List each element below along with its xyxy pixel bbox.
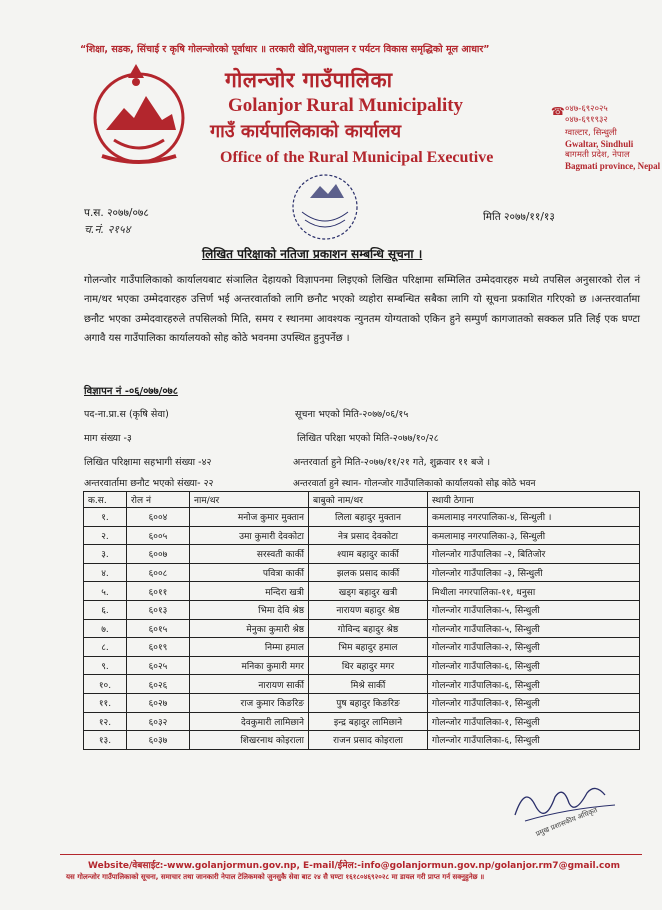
address-np-2: बागमती प्रदेश, नेपाल	[565, 150, 630, 160]
cell-serial: ७.	[84, 619, 127, 638]
reference-number: प.स. २०७७/०७८	[84, 207, 149, 219]
cell-serial: ५.	[84, 582, 127, 601]
table-row	[84, 563, 640, 582]
cell-address: कमलामाइ नगरपालिका-४, सिन्धुली ।	[428, 508, 640, 527]
contact-phones	[551, 104, 608, 126]
cell-serial: ११.	[84, 693, 127, 712]
cell-serial: १.	[84, 508, 127, 527]
table-row	[84, 656, 640, 675]
table-row	[84, 600, 640, 619]
cell-roll: ६००७	[127, 545, 190, 564]
office-name-en: Office of the Rural Municipal Executive	[220, 149, 494, 166]
phone-1: ०४७-६९२०२५	[565, 104, 608, 114]
cell-serial: ८.	[84, 638, 127, 657]
advert-number: विज्ञापन नं -०६/०७७/०७८	[84, 386, 178, 397]
footer-contact: Website/वेबसाईट:-www.golanjormun.gov.np, E-mail/ईमेल:-info@golanjormun.gov.np/golanjor.rm7@gmail.com	[88, 861, 620, 871]
table-row	[84, 731, 640, 750]
cell-roll: ६००८	[127, 563, 190, 582]
cell-name: सरस्वती कार्की	[190, 545, 309, 564]
phone-icon: ☎	[551, 105, 565, 118]
cell-roll: ६००५	[127, 526, 190, 545]
cell-father-name: भिम बहादुर हमाल	[309, 638, 428, 657]
dispatch-number: च.नं. २१५४	[84, 223, 131, 236]
cell-address: गोलन्जोर गाउँपालिका -३, सिन्धुली	[428, 563, 640, 582]
cell-name: मेनुका कुमारी श्रेष्ठ	[190, 619, 309, 638]
cell-roll: ६०११	[127, 582, 190, 601]
cell-roll: ६००४	[127, 508, 190, 527]
header-father-name: बाबुको नाम/थर	[309, 492, 428, 508]
office-name-np: गाउँ कार्यपालिकाको कार्यालय	[210, 121, 402, 142]
table-row	[84, 638, 640, 657]
cell-father-name: खड्ग बहादुर खत्री	[309, 582, 428, 601]
header-name: नाम/थर	[190, 492, 309, 508]
header-roll: रोल नं	[127, 492, 190, 508]
cell-address: गोलन्जोर गाउँपालिका-५, सिन्धुली	[428, 619, 640, 638]
cell-name: भिमा देवि श्रेष्ठ	[190, 600, 309, 619]
phone-2: ०४७-६९१९३२	[565, 115, 608, 125]
table-row	[84, 545, 640, 564]
cell-name: उमा कुमारी देवकोटा	[190, 526, 309, 545]
cell-address: गोलन्जोर गाउँपालिका-५, सिन्धुली	[428, 600, 640, 619]
footer-telecom-note: यस गोलन्जोर गाउँपालिकाको सूचना, समाचार तथा जानकारी नेपाल टेलिकमको जुनसुकै सेवा बाट २४ सै घण्टा १६१८०४६९२०२८ मा डायल गरी प्राप्त गर्न सक्नुहुनेछ ॥	[66, 873, 485, 881]
cell-serial: ६.	[84, 600, 127, 619]
header-address: स्थायी ठेगाना	[428, 492, 640, 508]
cell-name: नारायण सार्की	[190, 675, 309, 694]
cell-father-name: लिला बहादुर मुक्तान	[309, 508, 428, 527]
municipality-motto: “शिक्षा, सडक, सिंचाई र कृषि गोलन्जोरको पूर्वाधार ॥ तरकारी खेति,पशुपालन र पर्यटन विकास समृद्धिको मूल आधार”	[80, 44, 490, 55]
cell-roll: ६०३२	[127, 712, 190, 731]
cell-roll: ६०१९	[127, 638, 190, 657]
nepal-emblem-icon	[84, 60, 194, 166]
cell-name: पवित्रा कार्की	[190, 563, 309, 582]
table-row	[84, 526, 640, 545]
exam-date: लिखित परिक्षा भएको मिति-२०७७/१०/२८	[297, 433, 439, 444]
cell-address: गोलन्जोर गाउँपालिका-२, सिन्धुली	[428, 638, 640, 657]
cell-serial: ९.	[84, 656, 127, 675]
cell-serial: १३.	[84, 731, 127, 750]
office-address	[565, 128, 660, 172]
table-row	[84, 712, 640, 731]
cell-address: कमलामाइ नगरपालिका-३, सिन्धुली	[428, 526, 640, 545]
cell-address: मिथीला नगरपालिका-११, धनुसा	[428, 582, 640, 601]
table-row	[84, 582, 640, 601]
cell-serial: १२.	[84, 712, 127, 731]
letter-date: मिति २०७७/११/१३	[483, 211, 555, 223]
cell-name: मन्दिरा खत्री	[190, 582, 309, 601]
header-serial: क.स.	[84, 492, 127, 508]
cell-address: गोलन्जोर गाउँपालिका-१, सिन्धुली	[428, 693, 640, 712]
cell-serial: २.	[84, 526, 127, 545]
cell-father-name: झलक प्रसाद कार्की	[309, 563, 428, 582]
cell-address: गोलन्जोर गाउँपालिका-६, सिन्धुली	[428, 731, 640, 750]
cell-roll: ६०३७	[127, 731, 190, 750]
cell-roll: ६०२५	[127, 656, 190, 675]
cell-serial: ४.	[84, 563, 127, 582]
cell-name: शिखरनाथ कोइराला	[190, 731, 309, 750]
address-np-1: ग्वाल्टार, सिन्धुली	[565, 128, 617, 138]
notice-date: सूचना भएको मिति-२०७७/०६/१५	[295, 409, 409, 420]
cell-father-name: नेत्र प्रसाद देवकोटा	[309, 526, 428, 545]
cell-address: गोलन्जोर गाउँपालिका-६, सिन्धुली	[428, 656, 640, 675]
cell-roll: ६०२७	[127, 693, 190, 712]
cell-serial: ३.	[84, 545, 127, 564]
table-row	[84, 508, 640, 527]
footer-divider	[60, 854, 642, 855]
results-table	[83, 491, 640, 750]
shortlisted-count: अन्तरवार्तामा छनौट भएको संख्या- २२	[84, 478, 214, 489]
municipality-name-np: गोलन्जोर गाउँपालिका	[225, 68, 393, 92]
table-header-row	[84, 492, 640, 508]
cell-father-name: राजन प्रसाद कोइराला	[309, 731, 428, 750]
cell-name: मनिका कुमारी मगर	[190, 656, 309, 675]
interview-date: अन्तरवार्ता हुने मिति-२०७७/११/२१ गते, शुक्रवार ११ बजे ।	[293, 457, 491, 468]
cell-father-name: श्याम बहादुर कार्की	[309, 545, 428, 564]
address-en-1: Gwaltar, Sindhuli	[565, 139, 634, 149]
notice-title: लिखित परिक्षाको नतिजा प्रकाशन सम्बन्धि सूचना ।	[202, 247, 423, 261]
demand-count: माग संख्या -३	[84, 433, 132, 444]
cell-address: गोलन्जोर गाउँपालिका -२, बितिजोर	[428, 545, 640, 564]
cell-serial: १०.	[84, 675, 127, 694]
signatory-title: प्रमुख प्रशासकीय अधिकृत	[534, 806, 599, 839]
cell-address: गोलन्जोर गाउँपालिका-१, सिन्धुली	[428, 712, 640, 731]
cell-father-name: थिर बहादुर मगर	[309, 656, 428, 675]
cell-father-name: मिश्रे सार्की	[309, 675, 428, 694]
cell-roll: ६०१५	[127, 619, 190, 638]
municipality-name-en: Golanjor Rural Municipality	[228, 95, 464, 116]
cell-father-name: गोविन्द बहादुर श्रेष्ठ	[309, 619, 428, 638]
cell-name: मनोज कुमार मुक्तान	[190, 508, 309, 527]
cell-father-name: पुष बहादुर किङरिङ	[309, 693, 428, 712]
post-name: पद-ना.प्रा.स (कृषि सेवा)	[84, 409, 169, 420]
participant-count: लिखित परिक्षामा सहभागी संख्या -४२	[84, 457, 212, 468]
cell-father-name: नारायण बहादुर श्रेष्ठ	[309, 600, 428, 619]
cell-father-name: इन्द्र बहादुर लामिछाने	[309, 712, 428, 731]
cell-name: राज कुमार किङरिङ	[190, 693, 309, 712]
cell-name: निम्मा हमाल	[190, 638, 309, 657]
cell-name: देवकुमारी लामिछाने	[190, 712, 309, 731]
address-en-2: Bagmati province, Nepal	[565, 161, 661, 171]
cell-roll: ६०१३	[127, 600, 190, 619]
table-row	[84, 675, 640, 694]
office-seal-stamp	[280, 172, 370, 242]
cell-address: गोलन्जोर गाउँपालिका-६, सिन्धुली	[428, 675, 640, 694]
cell-roll: ६०२६	[127, 675, 190, 694]
table-row	[84, 693, 640, 712]
table-row	[84, 619, 640, 638]
interview-venue: अन्तरवार्ता हुने स्थान- गोलन्जोर गाउँपालिकाको कार्यालयको सोह्र कोठे भवन	[293, 479, 536, 489]
notice-paragraph: गोलन्जोर गाउँपालिकाको कार्यालयबाट संञालित देहायको विज्ञापनमा लिइएको लिखित परिक्षामा सम्मिलित उम्मेदवारहरु मध्ये तपसिल अनुसारको रोल नं नाम/थर भएका उम्मेदवारहरु उत्तिर्ण भई अन्तरवार्ताको लागि छनौट भएको व्यहोरा सम्बन्धित सबैका लागि यो सूचना प्रकाशित गरिएको छ ।अन्तरवार्तामा छनौट भएका उम्मेदवारहरुले तपसिलको मिति, समय र स्थानमा आवश्यक न्युनतम योग्यताको एकिन हुने सम्पुर्ण कागजातको सक्कल प्रति लिई एक घण्टा अगावै यस गाउँपालिका कार्यालयको सोह कोठे भवनमा उपस्थित हुनुपर्नेछ ।	[84, 275, 640, 344]
